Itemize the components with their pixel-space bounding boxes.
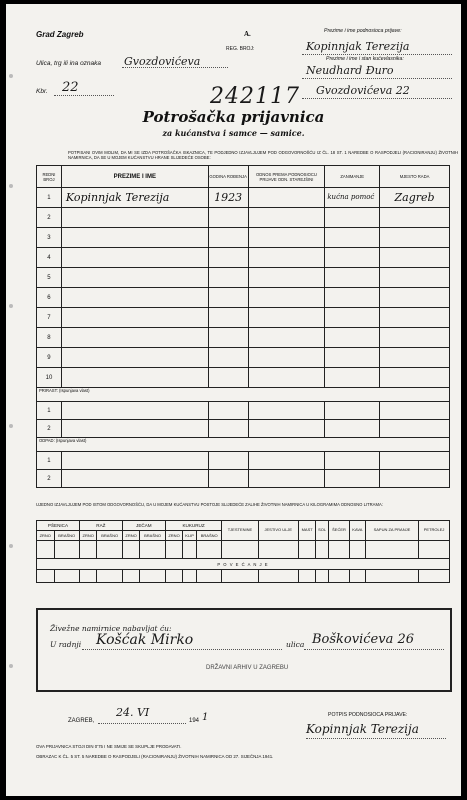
tenant-name: Neudhard Đuro (306, 64, 394, 77)
table-row (37, 368, 450, 388)
stock-subheader: KLIP (183, 531, 197, 541)
row-year (208, 268, 248, 288)
row-relation (248, 368, 325, 388)
stock-item: ŠEĆER (329, 521, 350, 541)
stock-value-cell (299, 541, 316, 559)
shop-value: Košćak Mirko (96, 632, 194, 648)
row-number: 1 (37, 188, 62, 208)
row-year (208, 228, 248, 248)
purchase-street-label: ulica (286, 640, 305, 649)
row-job (325, 228, 380, 248)
stock-value-cell (365, 541, 418, 559)
stock-value-cell (54, 570, 79, 583)
stock-value-cell (37, 570, 55, 583)
stock-value-cell (329, 541, 350, 559)
row-job (325, 348, 380, 368)
row-name (61, 308, 208, 328)
submitter-value: Kopinnjak Terezija (306, 40, 410, 53)
row-relation (248, 308, 325, 328)
empty-cell (248, 402, 325, 420)
row-work (380, 268, 450, 288)
row-year (208, 328, 248, 348)
row-job (325, 268, 380, 288)
row-relation (248, 348, 325, 368)
reg-label: REG. BROJ: (226, 46, 255, 52)
row-number: 4 (37, 248, 62, 268)
persons-table (36, 165, 450, 488)
stock-item: SOL (316, 521, 329, 541)
house-value: 22 (62, 80, 79, 95)
col-no: REDNI BROJ (37, 166, 62, 188)
stock-value-cell (349, 570, 365, 583)
empty-cell (325, 452, 380, 470)
row-relation (248, 208, 325, 228)
row-relation (248, 228, 325, 248)
row-name (61, 208, 208, 228)
row-relation (248, 288, 325, 308)
row-year (208, 248, 248, 268)
empty-cell (208, 452, 248, 470)
table-row (37, 470, 450, 488)
row-job (325, 328, 380, 348)
stock-group: KUKURUZ (165, 521, 222, 531)
stock-item: PETROLEJ (419, 521, 450, 541)
empty-cell (248, 452, 325, 470)
row-year (208, 208, 248, 228)
row-work (380, 228, 450, 248)
stock-value-cell (122, 570, 140, 583)
row-job (325, 368, 380, 388)
note-regulation: OBRAZAC K ČL. 5 ST. 5 NAREDBE O RASPODJELI (RACIONIRANJU) ŽIVOTNIH NAMIRNICA OD 27. SIJEČNJA 1941. (36, 754, 274, 759)
row-work (380, 288, 450, 308)
signature-value: Kopinnjak Terezija (306, 722, 419, 736)
row-number: 8 (37, 328, 62, 348)
year-suffix: 1 (202, 712, 209, 723)
row-job (325, 208, 380, 228)
purchase-label: Živežne namirnice nabavljat ću: (50, 624, 172, 633)
tenant-address: Gvozdovićeva 22 (316, 84, 410, 97)
house-label: Kbr. (36, 88, 48, 95)
row-name (61, 348, 208, 368)
row-name (61, 228, 208, 248)
stock-value-cell (316, 541, 329, 559)
stock-subheader: ZRNO (165, 531, 183, 541)
row-number: 1 (37, 402, 62, 420)
odpad-label: ODPAD: (Ispunjava vlast) (37, 438, 450, 452)
empty-cell (208, 420, 248, 438)
city-label: Grad Zagreb (36, 30, 84, 39)
stocks-table (36, 520, 450, 583)
form-page (6, 4, 461, 796)
street-label: Ulica, trg ili ina oznaka (36, 60, 102, 67)
year-prefix: 194 (189, 718, 200, 724)
note-price: OVA PRIJAVNICA STOJI DIN 0'75 I NE SMIJE SE SKUPLJE PRODAVATI. (36, 744, 182, 749)
stock-value-cell (97, 570, 122, 583)
stock-value-cell (122, 541, 140, 559)
purchase-street-value: Boškovićeva 26 (312, 632, 415, 647)
table-row (37, 420, 450, 438)
empty-cell (380, 402, 450, 420)
stock-subheader: BRAŠNO (140, 531, 165, 541)
row-name: Kopinnjak Terezija (61, 188, 208, 208)
prirast-label: PRIRAST: (Ispunjava vlast) (37, 388, 450, 402)
empty-cell (380, 470, 450, 488)
stock-subheader: BRAŠNO (197, 531, 222, 541)
stock-value-cell (79, 570, 97, 583)
col-work: MJESTO RADA (380, 166, 450, 188)
row-relation (248, 328, 325, 348)
row-work: Zagreb (380, 188, 450, 208)
table-row (37, 288, 450, 308)
stock-value-cell (316, 570, 329, 583)
table-row (37, 402, 450, 420)
empty-cell (380, 420, 450, 438)
stock-item: SAPUN ZA PRANJE (365, 521, 418, 541)
row-name (61, 268, 208, 288)
stock-group: PŠENICA (37, 521, 80, 531)
col-name: PREZIME I IME (61, 166, 208, 188)
stock-item: TJESTENINE (222, 521, 258, 541)
row-work (380, 208, 450, 228)
stock-value-cell (79, 541, 97, 559)
row-year: 1923 (208, 188, 248, 208)
stock-subheader: BRAŠNO (97, 531, 122, 541)
row-number: 2 (37, 420, 62, 438)
table-row (37, 228, 450, 248)
row-relation (248, 248, 325, 268)
empty-cell (61, 452, 208, 470)
row-job (325, 248, 380, 268)
row-work (380, 308, 450, 328)
empty-cell (325, 402, 380, 420)
form-subtitle: za kućanstva i samce — samice. (162, 128, 305, 138)
row-number: 7 (37, 308, 62, 328)
empty-cell (61, 470, 208, 488)
table-row (37, 348, 450, 368)
empty-cell (61, 402, 208, 420)
row-number: 10 (37, 368, 62, 388)
stock-group: JEČAM (122, 521, 165, 531)
empty-cell (61, 420, 208, 438)
row-number: 1 (37, 452, 62, 470)
form-title: Potrošačka prijavnica (142, 108, 325, 126)
row-work (380, 368, 450, 388)
row-job: kućna pomoć (325, 188, 380, 208)
place-label: ZAGREB, (68, 718, 95, 724)
stock-value-cell (222, 570, 258, 583)
stock-value-cell (165, 541, 183, 559)
stock-value-cell (183, 570, 197, 583)
stocks-intro: UJEDNO IZJAVLJUJEM POD ISTOM ODGOVORNOŠĆU, DA U MOJEM KUĆANSTVU POSTOJE SLIJEDEĆE ZALIHE ŽIVOTNIH NAMIRNICA U KILOGRAMIMA ODNOSNO LITRAMA: (36, 502, 383, 507)
stock-value-cell (197, 541, 222, 559)
stock-value-cell (54, 541, 79, 559)
stock-value-cell (222, 541, 258, 559)
table-row (37, 452, 450, 470)
stock-value-cell (97, 541, 122, 559)
signature-label: POTPIS PODNOSIOCA PRIJAVE: (328, 712, 408, 718)
row-year (208, 348, 248, 368)
row-number: 6 (37, 288, 62, 308)
stock-subheader: BRAŠNO (54, 531, 79, 541)
stock-value-cell (140, 541, 165, 559)
empty-cell (380, 452, 450, 470)
row-name (61, 248, 208, 268)
stock-value-cell (365, 570, 418, 583)
table-row (37, 248, 450, 268)
table-row (37, 328, 450, 348)
stock-value-cell (419, 541, 450, 559)
row-job (325, 288, 380, 308)
col-year: GODINA ROĐENJA (208, 166, 248, 188)
tenant-label: Prezime i ime i stan kućevlasnika: (326, 56, 404, 62)
stock-value-cell (329, 570, 350, 583)
col-relation: ODNOS PREMA PODNOSIOCU PRIJAVE ODN. STAREJŠINI (248, 166, 325, 188)
table-row (37, 188, 450, 208)
row-number: 5 (37, 268, 62, 288)
empty-cell (325, 470, 380, 488)
row-number: 9 (37, 348, 62, 368)
stock-value-cell (37, 541, 55, 559)
row-name (61, 328, 208, 348)
row-year (208, 368, 248, 388)
form-letter: A. (244, 30, 251, 38)
empty-cell (208, 470, 248, 488)
stock-subheader: ZRNO (122, 531, 140, 541)
reg-number: 242117 (210, 84, 300, 109)
archive-stamp: DRŽAVNI ARHIV U ZAGREBU (206, 665, 289, 671)
row-number: 2 (37, 208, 62, 228)
row-number: 2 (37, 470, 62, 488)
stock-group: RAŽ (79, 521, 122, 531)
stock-value-cell (183, 541, 197, 559)
row-relation (248, 268, 325, 288)
stock-item: JESTIVO ULJE (258, 521, 299, 541)
purchase-box (36, 608, 452, 692)
col-job: ZANIMANJE (325, 166, 380, 188)
stock-value-cell (258, 541, 299, 559)
table-row (37, 268, 450, 288)
street-value: Gvozdovićeva (124, 55, 201, 68)
stock-value-cell (140, 570, 165, 583)
stock-item: MAST (299, 521, 316, 541)
row-name (61, 288, 208, 308)
row-job (325, 308, 380, 328)
row-year (208, 308, 248, 328)
empty-cell (325, 420, 380, 438)
empty-cell (248, 470, 325, 488)
empty-cell (208, 402, 248, 420)
stock-value-cell (165, 570, 183, 583)
intro-text: POTPISANI OVIM MOLIM, DA MI SE IZDA POTROŠAČKA ISKAZNICA, TE PODJEDNO IZJAVLJUJEM POD ODGOVORNOŠĆU IZ ČL. 18 ST. 1 NAREDBE O RASPODJELI (RACIONIRANJU) ŽIVOTNIH NAMIRNICA, DA SE U MOJEM KUĆANSTVU HRANE SLIJEDEĆE OSOBE: (68, 150, 458, 160)
row-work (380, 348, 450, 368)
increase-label: P O V E Ć A N J E (37, 559, 450, 570)
stock-subheader: ZRNO (37, 531, 55, 541)
table-row (37, 308, 450, 328)
row-relation (248, 188, 325, 208)
submitter-label: Prezime i ime podnosioca prijave: (324, 28, 402, 34)
shop-label: U radnji (50, 640, 82, 649)
table-row (37, 208, 450, 228)
stock-subheader: ZRNO (79, 531, 97, 541)
stock-value-cell (349, 541, 365, 559)
stock-value-cell (419, 570, 450, 583)
stock-value-cell (258, 570, 299, 583)
stock-item: KAVA (349, 521, 365, 541)
date-value: 24. VI (116, 706, 150, 719)
row-work (380, 248, 450, 268)
row-number: 3 (37, 228, 62, 248)
row-work (380, 328, 450, 348)
stock-value-cell (197, 570, 222, 583)
row-name (61, 368, 208, 388)
empty-cell (248, 420, 325, 438)
stock-value-cell (299, 570, 316, 583)
row-year (208, 288, 248, 308)
